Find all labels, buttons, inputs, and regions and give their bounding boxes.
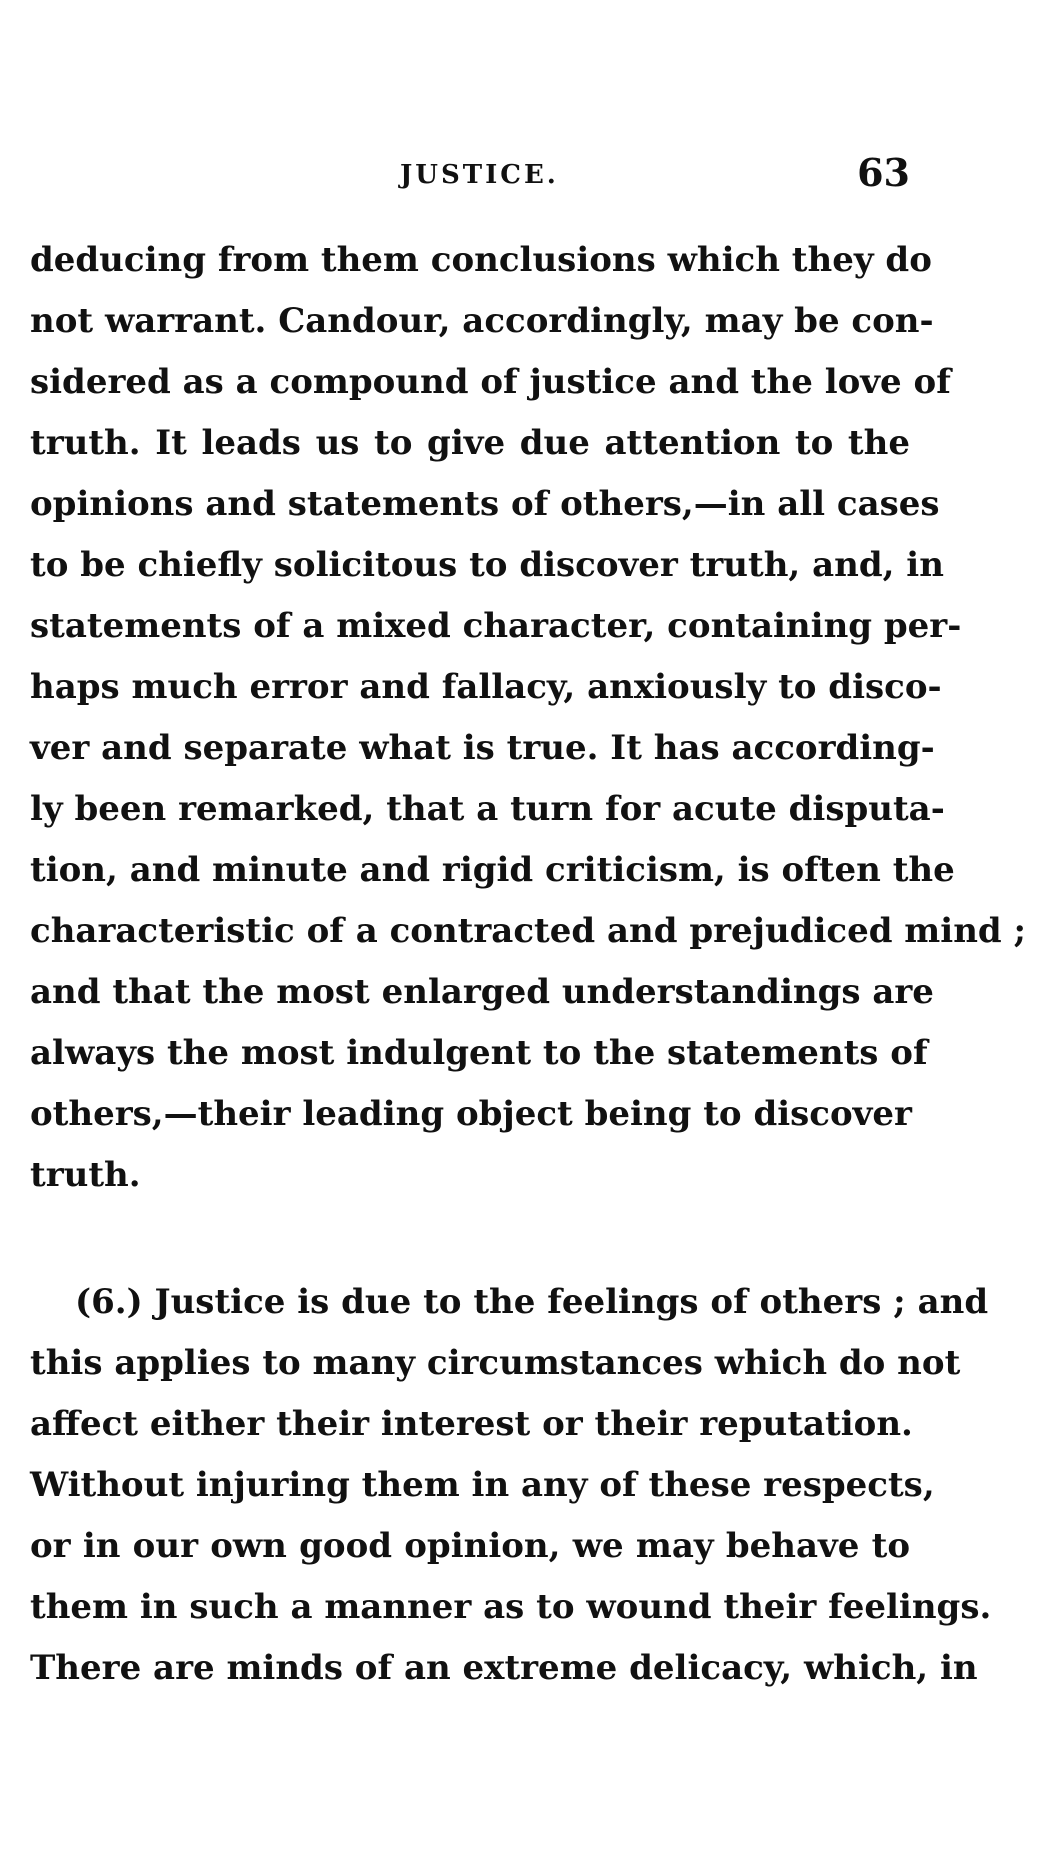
text-line: (6.) Justice is due to the feelings of others ; and (75, 1282, 989, 1322)
page-number: 63 (857, 150, 910, 195)
text-line: ly been remarked, that a turn for acute disputa- (30, 789, 945, 829)
text-line: haps much error and fallacy, anxiously to disco- (30, 667, 942, 707)
text-line: sidered as a compound of justice and the love of (30, 362, 951, 402)
text-line: to be chiefly solicitous to discover truth, and, in (30, 545, 944, 585)
text-line: There are minds of an extreme delicacy, which, in (30, 1648, 978, 1688)
text-line: opinions and statements of others,—in all cases (30, 484, 940, 524)
paragraph-candour (30, 230, 1027, 1206)
text-line: Without injuring them in any of these respects, (30, 1465, 935, 1505)
text-line: tion, and minute and rigid criticism, is often the (30, 850, 955, 890)
paragraph-feelings (30, 1272, 992, 1699)
text-line: others,—their leading object being to discover (30, 1094, 912, 1134)
running-head (30, 150, 910, 200)
text-line: affect either their interest or their reputation. (30, 1404, 913, 1444)
text-line: or in our own good opinion, we may behave to (30, 1526, 910, 1566)
text-line: statements of a mixed character, containing per- (30, 606, 962, 646)
text-line: not warrant. Candour, accordingly, may be con- (30, 301, 934, 341)
text-line: ver and separate what is true. It has according- (30, 728, 935, 768)
text-line: truth. (30, 1155, 141, 1195)
text-line: them in such a manner as to wound their feelings. (30, 1587, 992, 1627)
text-line: always the most indulgent to the statements of (30, 1033, 928, 1073)
text-line: this applies to many circumstances which do not (30, 1343, 961, 1383)
text-line: and that the most enlarged understandings are (30, 972, 934, 1012)
running-title: JUSTICE. (400, 160, 559, 190)
text-line: deducing from them conclusions which they do (30, 240, 932, 280)
text-line: characteristic of a contracted and prejudiced mind ; (30, 911, 1027, 951)
text-line: truth. It leads us to give due attention to the (30, 423, 910, 463)
